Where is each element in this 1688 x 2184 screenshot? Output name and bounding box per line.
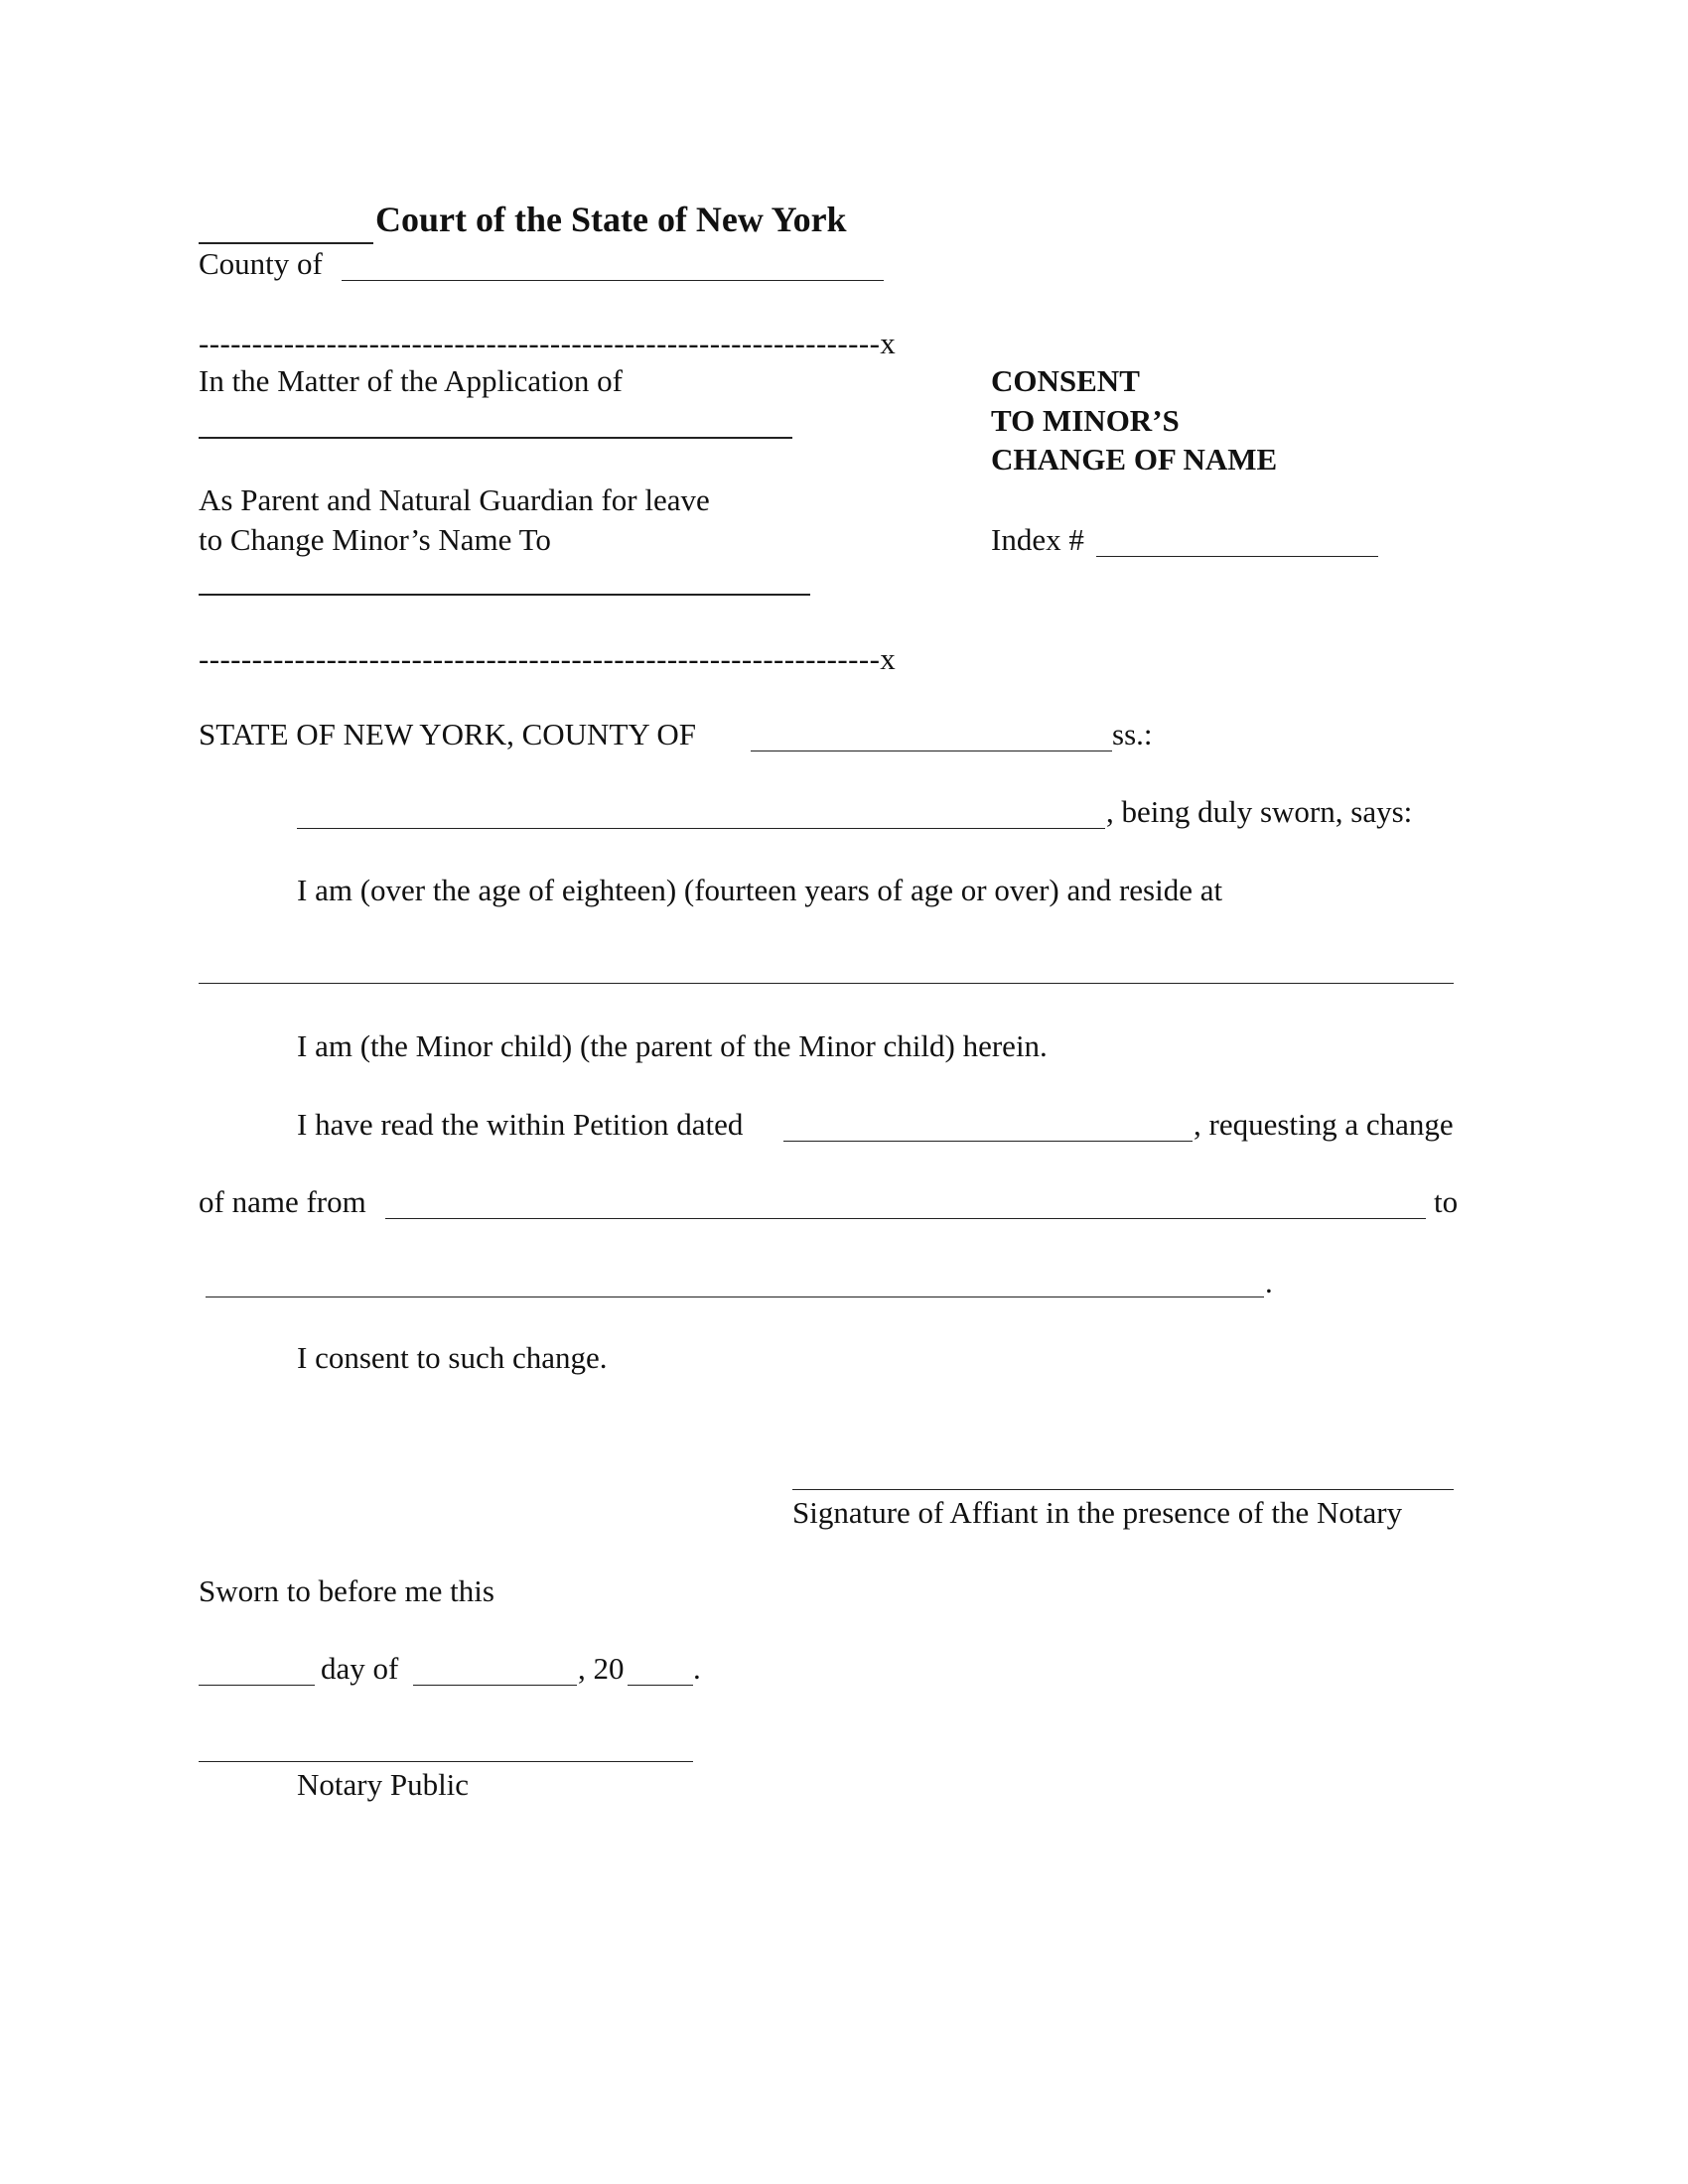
applicant-name-blank-line[interactable] (199, 437, 792, 439)
relation-statement: I am (the Minor child) (the parent of the Minor child) herein. (297, 1028, 1048, 1063)
signature-caption: Signature of Affiant in the presence of the Notary (792, 1495, 1403, 1530)
residence-blank-line[interactable] (199, 983, 1454, 984)
sworn-suffix: , being duly sworn, says: (1106, 794, 1413, 829)
doc-title-line1: CONSENT (991, 363, 1140, 398)
petition-date-blank-line[interactable] (783, 1141, 1193, 1142)
court-name-blank-line[interactable] (199, 242, 373, 244)
guardian-text-line1: As Parent and Natural Guardian for leave (199, 482, 710, 517)
jurat-period: . (693, 1651, 701, 1686)
county-label: County of (199, 246, 323, 281)
court-title: Court of the State of New York (375, 200, 847, 239)
new-name-blank-line[interactable] (199, 594, 810, 596)
affiant-signature-line[interactable] (792, 1489, 1454, 1490)
jurat-day-blank-line[interactable] (199, 1685, 315, 1686)
jurat-year-prefix: , 20 (578, 1651, 625, 1686)
old-name-blank-line[interactable] (385, 1218, 1426, 1219)
jurat-month-blank-line[interactable] (413, 1685, 577, 1686)
name-to-label: to (1434, 1184, 1459, 1219)
caption-bottom-rule: ----------------------------------------------------------------x (199, 643, 897, 676)
sworn-before-label: Sworn to before me this (199, 1573, 494, 1608)
matter-label: In the Matter of the Application of (199, 363, 623, 398)
name-from-label: of name from (199, 1184, 366, 1219)
affiant-name-blank-line[interactable] (297, 828, 1105, 829)
consent-statement: I consent to such change. (297, 1340, 608, 1375)
notary-signature-line[interactable] (199, 1761, 693, 1762)
index-label: Index # (991, 522, 1084, 557)
petition-suffix: , requesting a change (1194, 1107, 1454, 1142)
index-number-blank-line[interactable] (1096, 556, 1378, 557)
guardian-text-line2: to Change Minor’s Name To (199, 522, 551, 557)
age-statement: I am (over the age of eighteen) (fourteen years of age or over) and reside at (297, 873, 1223, 907)
jurat-day-of-label: day of (321, 1651, 399, 1686)
doc-title-line2: TO MINOR’S (991, 403, 1180, 438)
petition-prefix: I have read the within Petition dated (297, 1107, 744, 1142)
venue-suffix: ss.: (1112, 717, 1153, 751)
jurat-year-blank-line[interactable] (628, 1685, 693, 1686)
notary-public-label: Notary Public (297, 1767, 470, 1802)
county-blank-line[interactable] (342, 280, 884, 281)
venue-label: STATE OF NEW YORK, COUNTY OF (199, 717, 696, 751)
requested-name-period: . (1265, 1265, 1273, 1299)
caption-top-rule: ----------------------------------------------------------------x (199, 328, 897, 360)
doc-title-line3: CHANGE OF NAME (991, 442, 1278, 477)
